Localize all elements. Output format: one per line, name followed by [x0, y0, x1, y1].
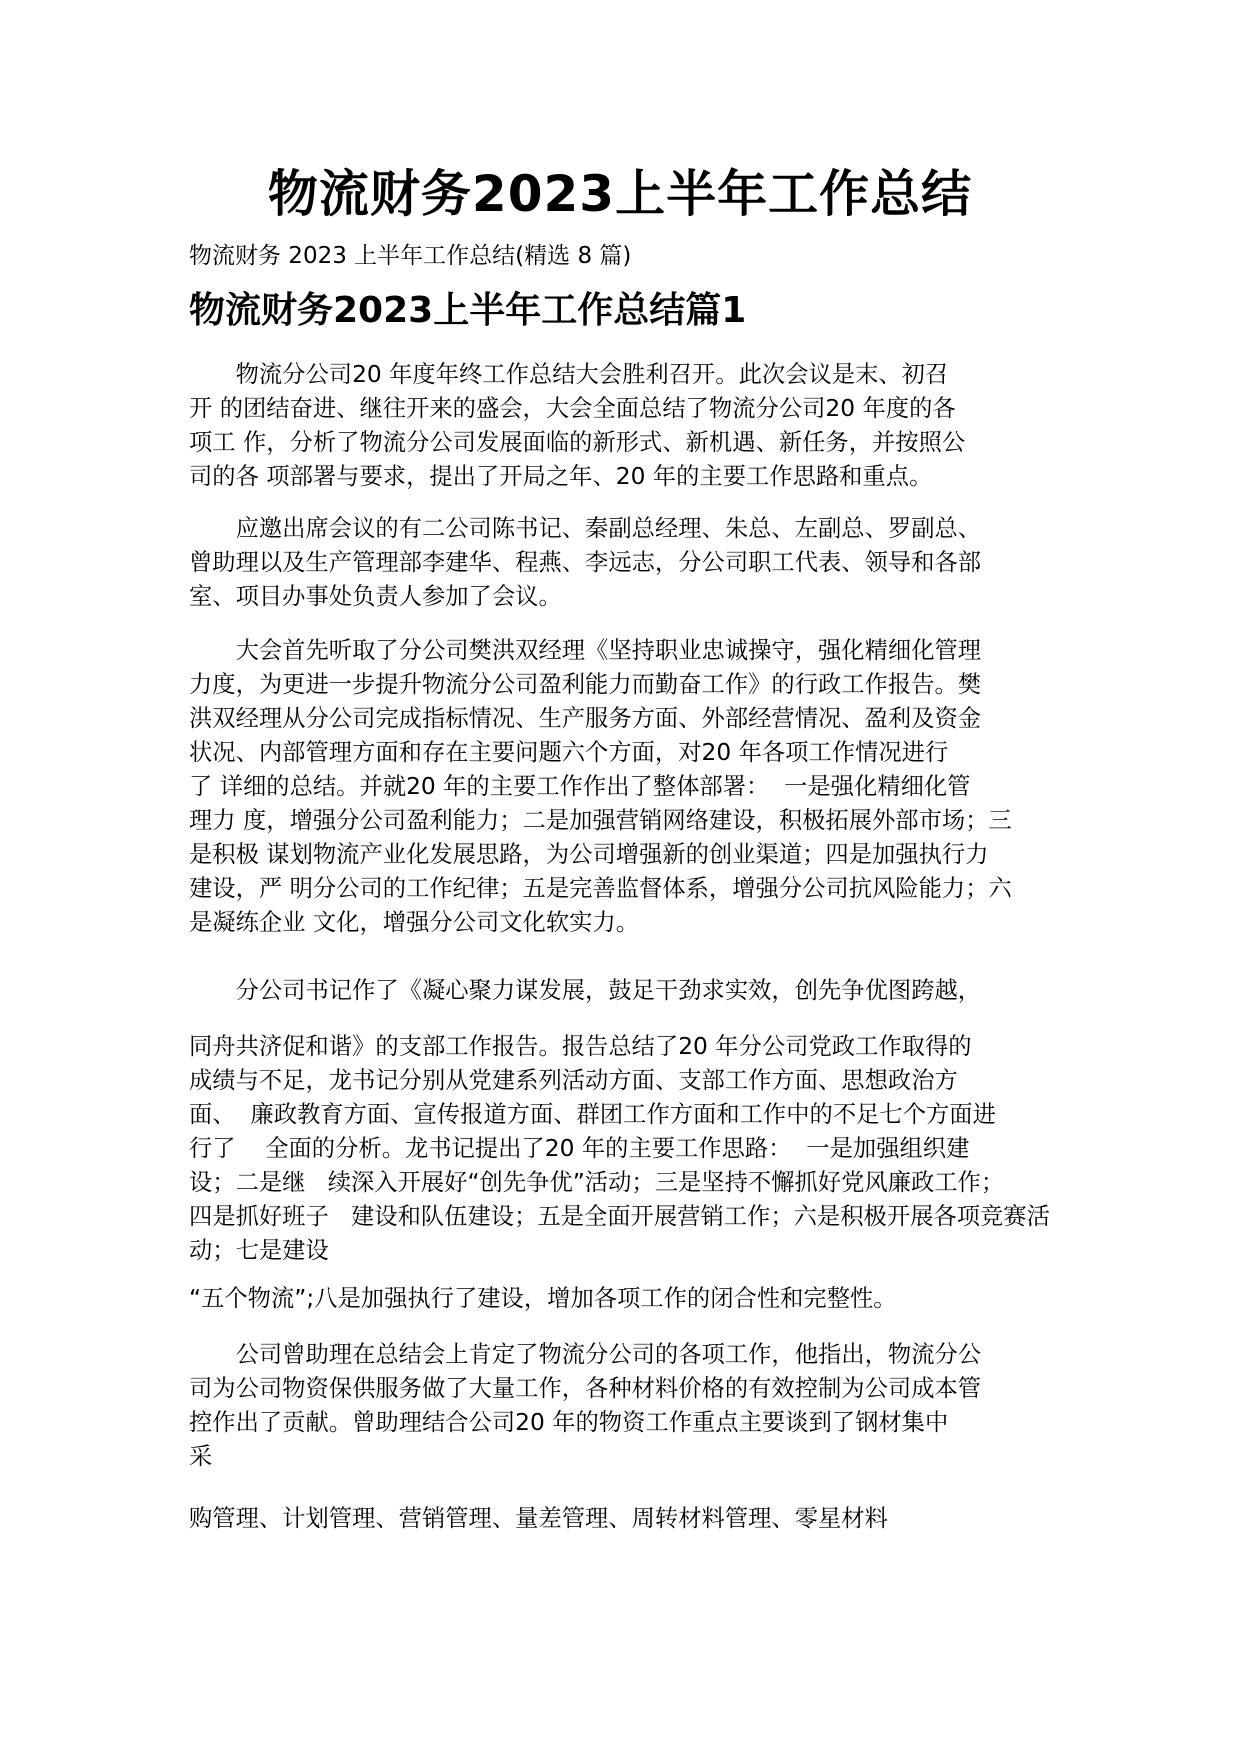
text-line: 开 的团结奋进、继往开来的盛会，大会全面总结了物流分公司20 年度的各: [189, 395, 956, 422]
text-line: 室、项目办事处负责人参加了会议。: [189, 583, 562, 610]
text-line: 物流分公司20 年度年终工作总结大会胜利召开。此次会议是末、初召: [235, 361, 949, 388]
document-subtitle: 物流财务 2023 上半年工作总结(精选 8 篇): [189, 243, 632, 269]
text-line: 分公司书记作了《凝心聚力谋发展，鼓足干劲求实效，创先争优图跨越，: [235, 977, 982, 1004]
text-line: “五个物流”;八是加强执行了建设，增加各项工作的闭合性和完整性。: [189, 1285, 897, 1312]
text-line: 行了 全面的分析。龙书记提出了20 年的主要工作思路： 一是加强组织建: [189, 1135, 970, 1162]
text-line: 采: [189, 1443, 213, 1470]
paragraph-7: [189, 1338, 1069, 1474]
text-line: 设；二是继 续深入开展好“创先争优”活动；三是坚持不懈抓好党风廉政工作；: [189, 1169, 1005, 1196]
text-line: 理力 度，增强分公司盈利能力；二是加强营销网络建设，积极拓展外部市场；三: [189, 807, 1012, 834]
text-line: 同舟共济促和谐》的支部工作报告。报告总结了20 年分公司党政工作取得的: [189, 1033, 972, 1060]
text-line: 状况、内部管理方面和存在主要问题六个方面，对20 年各项工作情况进行: [189, 739, 949, 766]
text-line: 力度，为更进一步提升物流分公司盈利能力而勤奋工作》的行政工作报告。樊: [189, 671, 982, 698]
text-line: 是积极 谋划物流产业化发展思路，为公司增强新的创业渠道；四是加强执行力: [189, 841, 989, 868]
paragraph-2: [189, 512, 1069, 614]
paragraph-6: [189, 1282, 1069, 1316]
text-line: 项工 作，分析了物流分公司发展面临的新形式、新机遇、新任务，并按照公: [189, 429, 966, 456]
text-line: 面、 廉政教育方面、宣传报道方面、群团工作方面和工作中的不足七个方面进: [189, 1101, 996, 1128]
paragraph-4: [189, 974, 1069, 1008]
text-line: 曾助理以及生产管理部李建华、程燕、李远志，分公司职工代表、领导和各部: [189, 549, 982, 576]
text-line: 建设，严 明分公司的工作纪律；五是完善监督体系，增强分公司抗风险能力；六: [189, 875, 1012, 902]
text-line: 司的各 项部署与要求，提出了开局之年、20 年的主要工作思路和重点。: [189, 463, 933, 490]
paragraph-3: [189, 634, 1069, 940]
text-line: 四是抓好班子 建设和队伍建设；五是全面开展营销工作；六是积极开展各项竞赛活: [189, 1203, 1050, 1230]
document-title: 物流财务2023上半年工作总结: [267, 165, 973, 223]
text-line: 公司曾助理在总结会上肯定了物流分公司的各项工作，他指出，物流分公: [235, 1341, 982, 1368]
text-line: 司为公司物资保供服务做了大量工作，各种材料价格的有效控制为公司成本管: [189, 1375, 982, 1402]
text-line: 购管理、计划管理、营销管理、量差管理、周转材料管理、零星材料: [189, 1505, 888, 1532]
text-line: 大会首先听取了分公司樊洪双经理《坚持职业忠诚操守，强化精细化管理: [235, 637, 982, 664]
text-line: 成绩与不足，龙书记分别从党建系列活动方面、支部工作方面、思想政治方: [189, 1067, 958, 1094]
paragraph-8: [189, 1502, 1069, 1536]
paragraph-1: [189, 358, 1069, 494]
text-line: 应邀出席会议的有二公司陈书记、秦副总经理、朱总、左副总、罗副总、: [235, 515, 982, 542]
text-line: 洪双经理从分公司完成指标情况、生产服务方面、外部经营情况、盈利及资金: [189, 705, 982, 732]
paragraph-5: [189, 1030, 1069, 1268]
section-heading: 物流财务2023上半年工作总结篇1: [189, 290, 747, 331]
text-line: 动；七是建设: [189, 1237, 329, 1264]
text-line: 是凝练企业 文化，增强分公司文化软实力。: [189, 909, 640, 936]
text-line: 控作出了贡献。曾助理结合公司20 年的物资工作重点主要谈到了钢材集中: [189, 1409, 949, 1436]
text-line: 了 详细的总结。并就20 年的主要工作作出了整体部署： 一是强化精细化管: [189, 773, 971, 800]
